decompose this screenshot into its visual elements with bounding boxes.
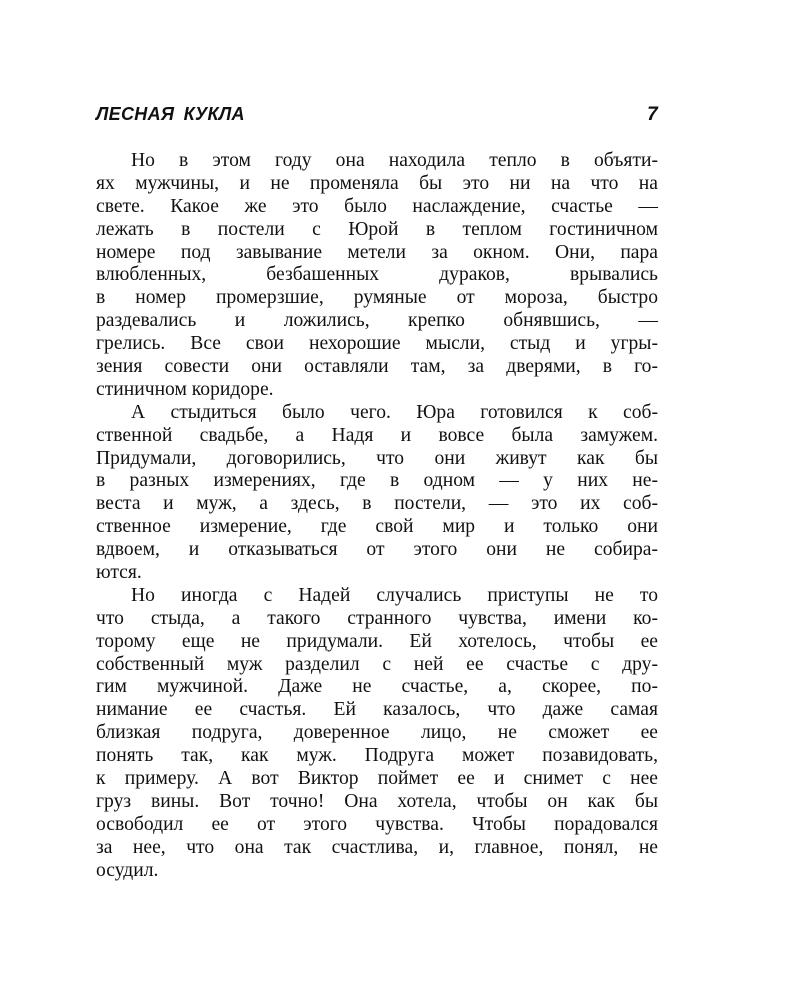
- text-line: осудил.: [96, 859, 159, 881]
- body-text: [96, 150, 658, 883]
- text-line: грелись. Все свои нехорошие мысли, стыд и угры-: [96, 333, 658, 355]
- text-line: Придумали, договорились, что они живут как бы: [96, 447, 658, 469]
- text-line: к примеру. А вот Виктор поймет ее и снимет с нее: [96, 768, 658, 790]
- book-page: [96, 104, 658, 984]
- paragraph: [96, 585, 658, 883]
- text-line: веста и муж, а здесь, в постели, — это их соб-: [96, 493, 658, 515]
- text-line: что стыда, а такого странного чувства, имени ко-: [96, 607, 658, 629]
- text-line: близкая подруга, доверенное лицо, не сможет ее: [96, 722, 658, 744]
- text-line: нимание ее счастья. Ей казалось, что даже самая: [96, 699, 658, 721]
- text-line: влюбленных, безбашенных дураков, врывались: [96, 264, 658, 286]
- text-line: Но иногда с Надей случались приступы не то: [131, 584, 658, 606]
- text-line: ются.: [96, 562, 142, 584]
- text-line: раздевались и ложились, крепко обнявшись, —: [96, 310, 658, 332]
- text-line: Но в этом году она находила тепло в объяти-: [131, 150, 658, 171]
- text-line: А стыдиться было чего. Юра готовился к соб-: [131, 401, 658, 423]
- text-line: ственное измерение, где свой мир и только они: [96, 516, 658, 538]
- text-line: в разных измерениях, где в одном — у них не-: [96, 470, 658, 492]
- paragraph: [96, 150, 658, 402]
- text-line: ственной свадьбе, а Надя и вовсе была замужем.: [96, 424, 658, 446]
- text-line: освободил ее от этого чувства. Чтобы порадовался: [96, 813, 658, 835]
- text-line: гим мужчиной. Даже не счастье, а, скорее, по-: [96, 676, 658, 698]
- text-line: стиничном коридоре.: [96, 378, 274, 400]
- text-line: номере под завывание метели за окном. Они, пара: [96, 241, 658, 263]
- book-title: ЛЕСНАЯ КУКЛА: [96, 104, 245, 124]
- paragraph: [96, 402, 658, 585]
- page-number: 7: [647, 104, 658, 125]
- text-line: собственный муж разделил с ней ее счастье с дру-: [96, 653, 658, 675]
- running-head: [96, 104, 658, 130]
- text-line: ях мужчины, и не променяла бы это ни на что на: [96, 172, 658, 194]
- text-line: свете. Какое же это было наслаждение, счастье —: [96, 195, 658, 217]
- text-line: зения совести они оставляли там, за дверями, в го-: [96, 356, 658, 378]
- text-line: груз вины. Вот точно! Она хотела, чтобы он как бы: [96, 790, 658, 812]
- text-line: торому еще не придумали. Ей хотелось, чтобы ее: [96, 630, 658, 652]
- text-line: в номер промерзшие, румяные от мороза, быстро: [96, 287, 658, 309]
- text-line: вдвоем, и отказываться от этого они не собира-: [96, 539, 658, 561]
- text-line: за нее, что она так счастлива, и, главное, понял, не: [96, 836, 658, 858]
- text-line: лежать в постели с Юрой в теплом гостиничном: [96, 218, 658, 240]
- text-line: понять так, как муж. Подруга может позавидовать,: [96, 745, 658, 767]
